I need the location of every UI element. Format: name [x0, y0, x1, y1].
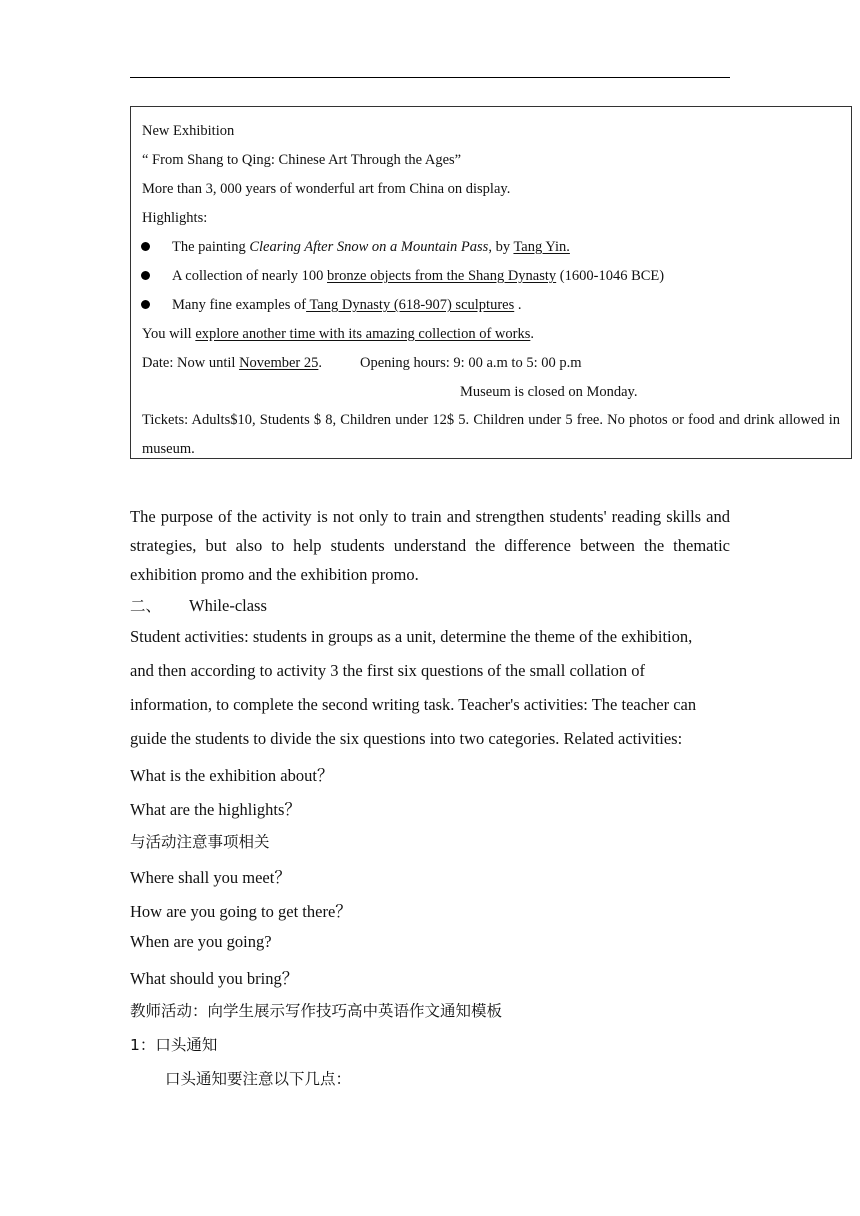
section-number: 二、 [130, 597, 162, 615]
header-rule [130, 77, 730, 78]
body-line: Student activities: students in groups as a unit, determine the theme of the exhibition, [130, 627, 693, 646]
category-label: 与活动注意事项相关 [130, 833, 270, 851]
oral-notice-heading: 1：口头通知 [130, 1036, 218, 1054]
body-line: information, to complete the second writing task. Teacher's activities: The teacher can [130, 695, 697, 714]
question-line: Where shall you meet？ [130, 868, 291, 887]
question-line: What is the exhibition about？ [130, 766, 334, 785]
exhibition-title: “ From Shang to Qing: Chinese Art Through the Ages” [142, 152, 462, 168]
painting-title: Clearing After Snow on a Mountain Pass [249, 239, 489, 255]
bullet-icon [141, 300, 150, 309]
opening-hours: Opening hours: 9: 00 a.m to 5: 00 p.m [360, 355, 582, 371]
closed-notice: Museum is closed on Monday. [460, 384, 638, 400]
explore-text: explore another time with its amazing collection of works [195, 326, 531, 342]
highlight-item-painting: The painting Clearing After Snow on a Mountain Pass, by Tang Yin. [172, 239, 570, 255]
highlights-label: Highlights: [142, 210, 208, 226]
highlight-item-sculptures: Many fine examples of Tang Dynasty (618-907) sculptures . [172, 297, 522, 313]
date-line: Date: Now until November 25. [142, 355, 323, 371]
oral-notice-intro: 口头通知要注意以下几点： [165, 1070, 352, 1088]
exhibition-notice-box [130, 106, 852, 459]
question-line: What should you bring？ [130, 969, 299, 988]
end-date: November 25 [239, 355, 319, 371]
section-heading [130, 594, 730, 616]
notice-heading: New Exhibition [142, 123, 235, 139]
question-line: What are the highlights？ [130, 800, 301, 819]
question-line: When are you going? [130, 932, 272, 951]
section-title: While-class [189, 596, 267, 615]
tickets-info: Tickets: Adults$10, Students $ 8, Children under 12$ 5. Children under 5 free. No photos or food and drink allowed in museum. [142, 412, 840, 457]
purpose-paragraph: The purpose of the activity is not only to train and strengthen students' reading skills and strategies, but also to help students understand the difference between the thematic exhibition promo and the exhibition promo. [130, 507, 730, 584]
bullet-icon [141, 271, 150, 280]
bronze-objects-text: bronze objects from the Shang Dynasty [327, 268, 557, 284]
body-line: and then according to activity 3 the first six questions of the small collation of [130, 661, 646, 680]
artist-name: Tang Yin. [513, 239, 570, 255]
exhibition-tagline: More than 3, 000 years of wonderful art from China on display. [142, 181, 511, 197]
question-line: How are you going to get there？ [130, 902, 352, 921]
highlight-item-bronze: A collection of nearly 100 bronze objects from the Shang Dynasty (1600-1046 BCE) [172, 268, 665, 284]
sculptures-text: Tang Dynasty (618-907) sculptures [306, 297, 515, 313]
bullet-icon [141, 242, 150, 251]
body-line: guide the students to divide the six questions into two categories. Related activities: [130, 729, 683, 748]
explore-line: You will explore another time with its amazing collection of works. [142, 326, 534, 342]
teacher-activity-line: 教师活动：向学生展示写作技巧高中英语作文通知模板 [130, 1002, 503, 1020]
